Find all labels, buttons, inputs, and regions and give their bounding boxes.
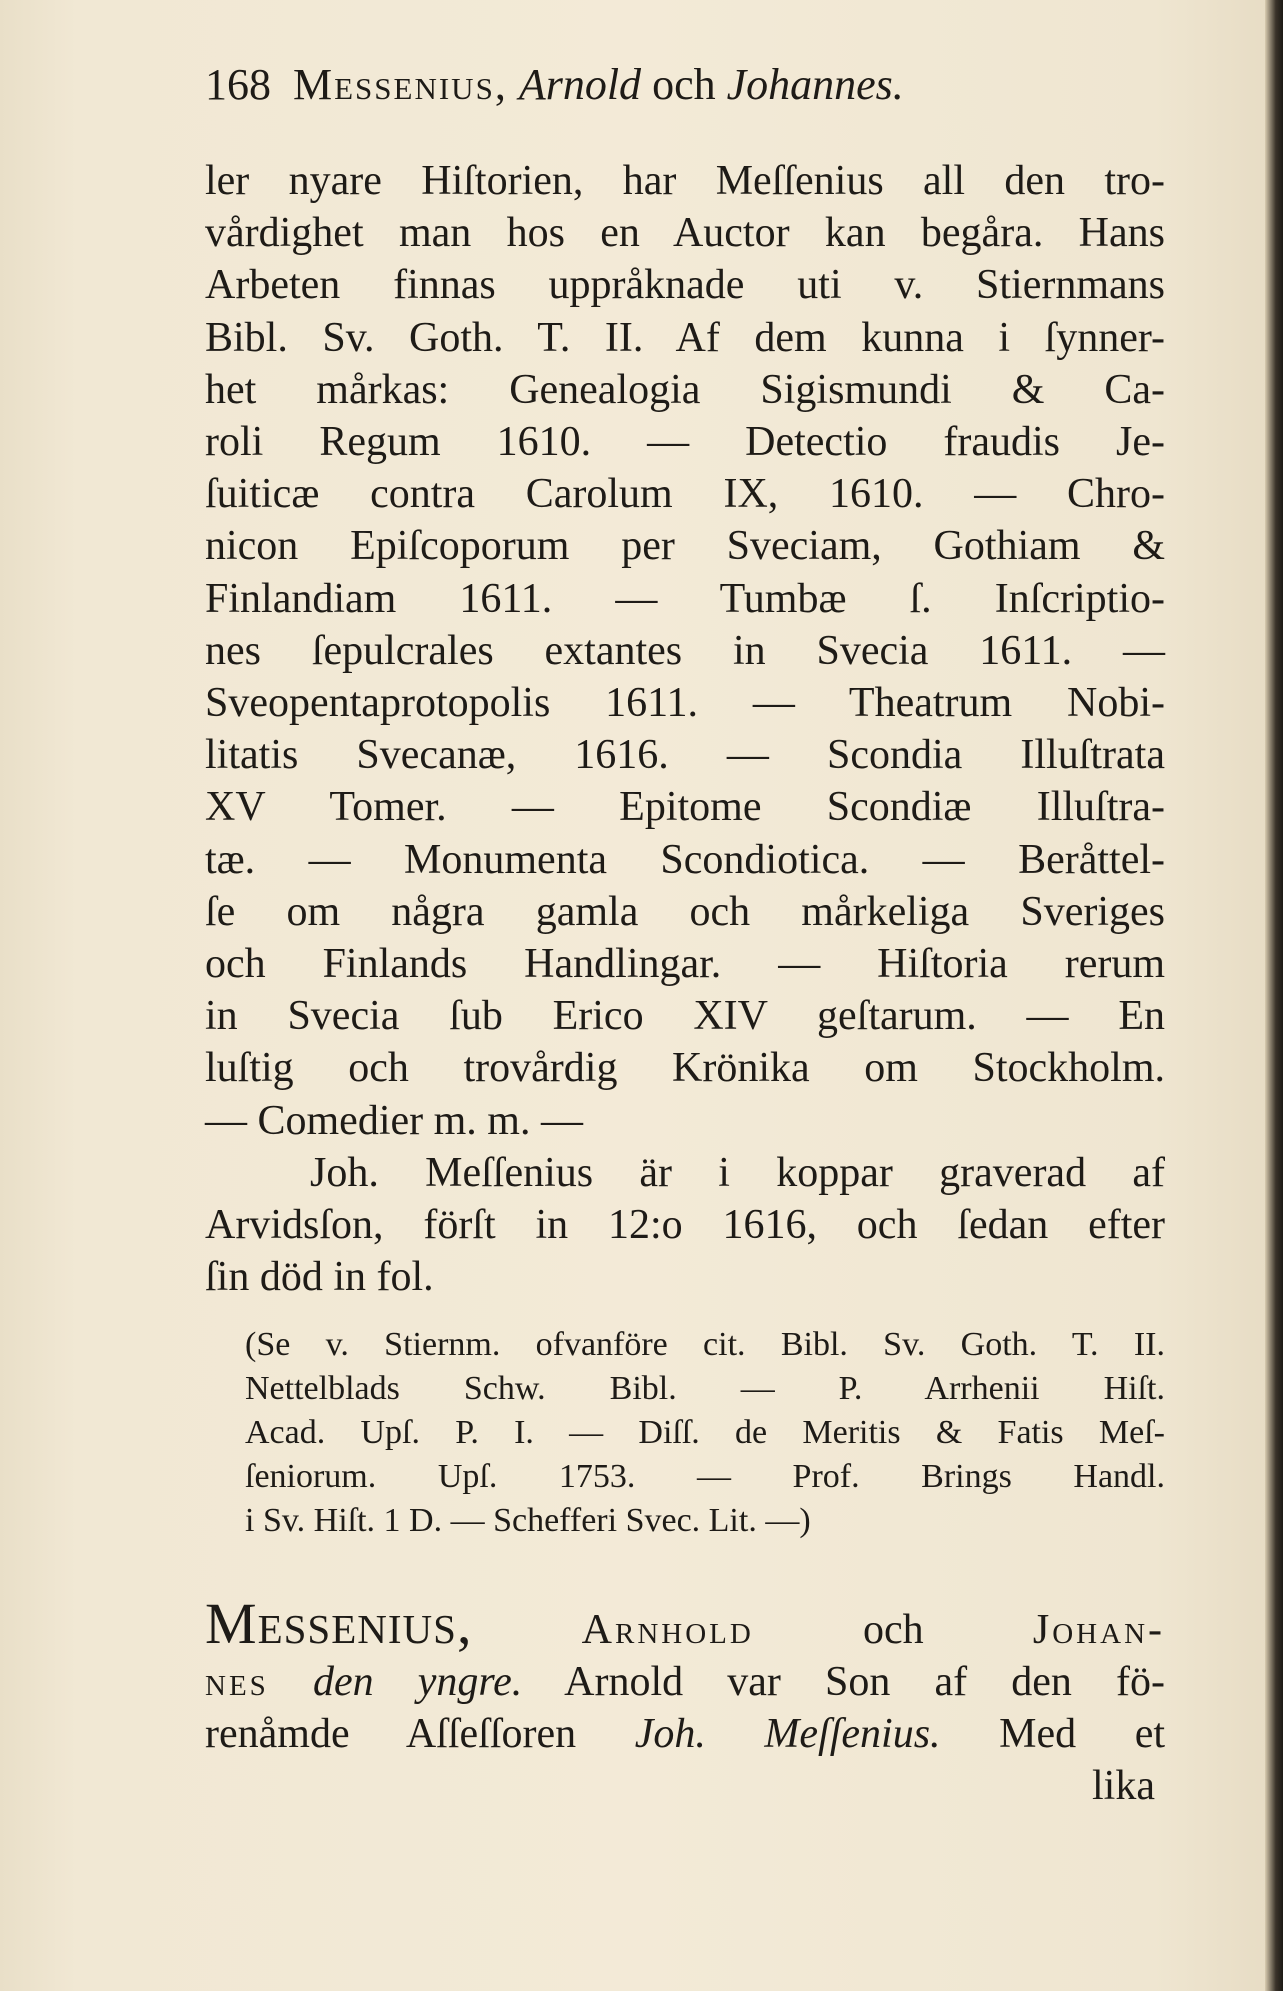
note-line: (Se v. Stiernm. ofvanföre cit. Bibl. Sv. Goth. T. II. — [245, 1326, 1165, 1364]
text-line: XV Tomer. — Epitome Scondiæ Illuſtra- — [205, 784, 1165, 831]
entry-text: renåmde Aſſeſſoren — [205, 1711, 577, 1758]
paragraph-works — [205, 155, 1165, 1147]
text-line: Sveopentaprotopolis 1611. — Theatrum Nobi- — [205, 680, 1165, 727]
text-line: Arvidsſon, förſt in 12:o 1616, och ſedan efter — [205, 1202, 1165, 1249]
entry-text: Med et — [999, 1711, 1165, 1758]
text-line: och Finlands Handlingar. — Hiſtoria rerum — [205, 941, 1165, 988]
paragraph-engraving — [205, 1147, 1165, 1304]
text-line: ler nyare Hiſtorien, har Meſſenius all den tro- — [205, 158, 1165, 204]
running-head-subject2: Johannes. — [726, 60, 904, 109]
running-head-subject: Arnold — [518, 60, 642, 109]
text-line: in Svecia ſub Erico XIV geſtarum. — En — [205, 993, 1165, 1040]
entry-epithet: den yngre. — [312, 1659, 523, 1706]
entry-line — [205, 1591, 1165, 1657]
text-line: luſtig och trovårdig Krönika om Stockholm. — [205, 1045, 1165, 1092]
note-line: Acad. Upſ. P. I. — Diſſ. de Meritis & Fatis Meſ- — [245, 1414, 1165, 1452]
page-number: 168 — [205, 60, 271, 109]
running-head-och: och — [652, 60, 716, 109]
text-line: nes ſepulcrales extantes in Svecia 1611. — — [205, 627, 1165, 674]
entry-line — [205, 1708, 1165, 1760]
catchword: lika — [1092, 1763, 1155, 1810]
note-line: Nettelblads Schw. Bibl. — P. Arrhenii Hiſt. — [245, 1370, 1165, 1408]
note-line: i Sv. Hiſt. 1 D. — Schefferi Svec. Lit. —) — [245, 1502, 811, 1540]
entry-messenius-arnhold — [205, 1591, 1166, 1760]
text-line: ſin död in fol. — [205, 1254, 434, 1301]
text-line: nicon Epiſcoporum per Sveciam, Gothiam & — [205, 523, 1165, 570]
text-line: vårdighet man hos en Auctor kan begåra. Hans — [205, 210, 1165, 257]
page-gutter — [1265, 0, 1283, 1991]
text-line: Finlandiam 1611. — Tumbæ ſ. Inſcriptio- — [205, 575, 1165, 622]
text-line: Arbeten finnas uppråknade uti v. Stiernmans — [205, 262, 1165, 309]
text-line: tæ. — Monumenta Scondiotica. — Beråttel- — [205, 836, 1165, 883]
text-line: Joh. Meſſenius är i koppar graverad af — [310, 1149, 1165, 1196]
text-line: roli Regum 1610. — Detectio fraudis Je- — [205, 419, 1165, 466]
text-line: ſe om några gamla och mårkeliga Sveriges — [205, 888, 1165, 935]
entry-nes: nes — [205, 1659, 269, 1706]
entry-headword: Messenius, — [205, 1591, 473, 1657]
entry-line — [205, 1656, 1165, 1708]
text-line: het mårkas: Genealogia Sigismundi & Ca- — [205, 366, 1165, 413]
text-line: litatis Svecanæ, 1616. — Scondia Illuſtrata — [205, 732, 1165, 779]
text-line: ſuiticæ contra Carolum IX, 1610. — Chro- — [205, 471, 1165, 518]
entry-name2: Johan- — [1032, 1607, 1165, 1654]
running-head-name: Messenius, — [293, 60, 508, 109]
entry-name1: Arnhold — [581, 1607, 754, 1654]
running-head — [205, 55, 1165, 115]
text-line: — Comedier m. m. — — [205, 1097, 583, 1144]
text-line: Bibl. Sv. Goth. T. II. Af dem kunna i ſynner- — [205, 314, 1165, 361]
note-line: ſeniorum. Upſ. 1753. — Prof. Brings Handl. — [245, 1458, 1165, 1496]
entry-father-name: Joh. Meſſenius. — [634, 1711, 941, 1758]
entry-och: och — [863, 1607, 924, 1654]
text-block — [205, 55, 1165, 1812]
entry-text: Arnold var Son af den fö- — [564, 1659, 1166, 1706]
reference-note — [245, 1323, 1165, 1543]
